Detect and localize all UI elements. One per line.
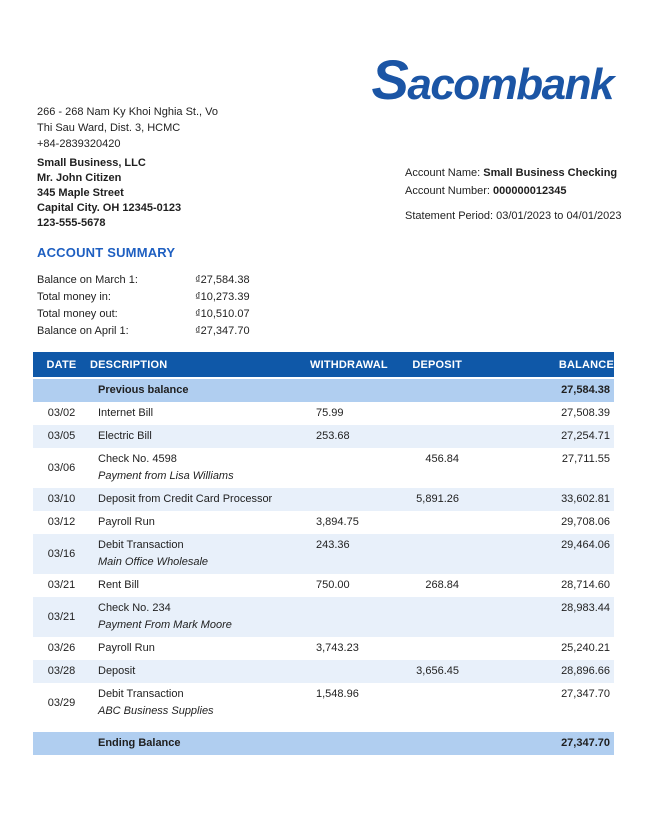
transactions-table: [33, 352, 614, 755]
summary-value: ₫10,273.39: [195, 291, 250, 303]
table-header-row: [33, 352, 614, 378]
txn-withdrawal: 75.99: [316, 407, 344, 419]
txn-description-note: Payment From Mark Moore: [98, 619, 232, 631]
account-number-value: 000000012345: [493, 185, 567, 197]
txn-description: [90, 660, 310, 683]
table-spacer: [33, 723, 614, 731]
txn-balance: 27,254.71: [462, 425, 614, 448]
customer-street: 345 Maple Street: [37, 187, 124, 199]
txn-balance: 25,240.21: [561, 642, 610, 654]
txn-withdrawal: 243.36: [310, 534, 395, 574]
txn-balance: 29,708.06: [561, 516, 610, 528]
txn-description: [90, 511, 310, 534]
previous-balance-value: 27,584.38: [462, 378, 614, 402]
account-number-label: Account Number:: [405, 185, 494, 197]
txn-row: [33, 683, 614, 723]
account-info: [405, 164, 622, 225]
header-date: DATE: [33, 352, 90, 378]
txn-description-main: Deposit: [98, 665, 136, 677]
txn-withdrawal: [310, 488, 395, 511]
txn-description: [90, 574, 310, 597]
summary-row: [37, 289, 250, 306]
txn-description-main: Internet Bill: [98, 407, 154, 419]
txn-row: [33, 402, 614, 425]
summary-row: [37, 306, 250, 323]
sacombank-logo: Sacombank: [371, 48, 613, 111]
header-withdrawal: WITHDRAWAL: [310, 352, 395, 378]
txn-row: [33, 534, 614, 574]
txn-description-note: Main Office Wholesale: [98, 556, 209, 568]
summary-value: ₫27,347.70: [195, 325, 250, 337]
txn-row: [33, 637, 614, 660]
bank-address-line: +84-2839320420: [37, 138, 121, 150]
txn-description: [90, 425, 310, 448]
txn-date: 03/28: [33, 660, 90, 683]
previous-balance-row: [33, 378, 614, 402]
txn-date: 03/06: [47, 461, 76, 474]
txn-withdrawal: 253.68: [310, 425, 395, 448]
txn-deposit: [395, 402, 462, 425]
txn-description: [90, 637, 310, 660]
bank-address: [37, 104, 218, 152]
txn-row: [33, 660, 614, 683]
txn-description-main: Payroll Run: [98, 642, 155, 654]
txn-description-main: Check No. 234: [98, 602, 171, 614]
txn-withdrawal: [310, 448, 395, 488]
txn-description-note: Payment from Lisa Williams: [98, 470, 234, 482]
header-balance: BALANCE: [462, 352, 614, 378]
txn-date: 03/26: [47, 642, 76, 654]
txn-deposit: [395, 425, 462, 448]
txn-description-note: ABC Business Supplies: [98, 705, 214, 717]
txn-deposit: [395, 597, 462, 637]
txn-description: [90, 534, 310, 574]
txn-balance: 27,347.70: [561, 688, 610, 700]
header-description: DESCRIPTION: [90, 352, 310, 378]
txn-row: [33, 448, 614, 488]
txn-description-main: Debit Transaction: [98, 539, 184, 551]
txn-balance: 28,714.60: [561, 579, 610, 591]
txn-balance: 29,464.06: [462, 534, 614, 574]
txn-withdrawal: [310, 660, 395, 683]
txn-date: 03/29: [47, 696, 76, 709]
txn-description: [90, 402, 310, 425]
summary-label: Balance on March 1:: [37, 274, 138, 286]
txn-deposit: 3,656.45: [395, 660, 462, 683]
txn-deposit: [395, 683, 462, 723]
account-name-label: Account Name:: [405, 167, 484, 179]
customer-address: [37, 156, 181, 231]
txn-deposit: [395, 511, 462, 534]
txn-withdrawal: 750.00: [316, 579, 350, 591]
bank-address-line: Thi Sau Ward, Dist. 3, HCMC: [37, 122, 181, 134]
txn-description-main: Deposit from Credit Card Processor: [98, 493, 273, 505]
txn-description-main: Rent Bill: [98, 579, 139, 591]
txn-description: [90, 488, 310, 511]
txn-date: 03/05: [33, 425, 90, 448]
txn-withdrawal: 3,894.75: [316, 516, 359, 528]
account-number-row: [405, 182, 622, 200]
summary-label: Total money out:: [37, 308, 118, 320]
txn-description-main: Check No. 4598: [98, 453, 177, 465]
txn-date: 03/21: [47, 579, 76, 591]
bank-address-line: 266 - 268 Nam Ky Khoi Nghia St., Vo: [37, 106, 218, 118]
summary-row: [37, 323, 250, 340]
summary-value: ₫27,584.38: [195, 274, 250, 286]
header-deposit: DEPOSIT: [395, 352, 462, 378]
txn-row: [33, 511, 614, 534]
txn-date: 03/21: [33, 597, 90, 637]
txn-deposit: 456.84: [425, 453, 459, 465]
txn-deposit: 5,891.26: [395, 488, 462, 511]
txn-date: 03/02: [47, 407, 76, 419]
txn-row: [33, 597, 614, 637]
summary-label: Balance on April 1:: [37, 325, 129, 337]
txn-deposit: [395, 534, 462, 574]
txn-withdrawal: 1,548.96: [316, 688, 359, 700]
account-summary-title: ACCOUNT SUMMARY: [37, 245, 176, 260]
txn-row: [33, 425, 614, 448]
txn-description-main: Payroll Run: [98, 516, 155, 528]
previous-balance-label: Previous balance: [90, 378, 310, 402]
txn-deposit: [395, 637, 462, 660]
txn-withdrawal: [310, 597, 395, 637]
customer-contact: Mr. John Citizen: [37, 172, 122, 184]
txn-row: [33, 488, 614, 511]
statement-period: Statement Period: 03/01/2023 to 04/01/2023: [405, 210, 622, 222]
txn-description: [90, 683, 310, 723]
txn-balance: 27,711.55: [561, 453, 610, 465]
txn-deposit: 268.84: [425, 579, 459, 591]
ending-balance-row: [33, 731, 614, 755]
txn-date: 03/16: [33, 534, 90, 574]
txn-balance: 27,508.39: [561, 407, 610, 419]
txn-date: 03/10: [33, 488, 90, 511]
ending-balance-value: 27,347.70: [462, 731, 614, 755]
account-name-value: Small Business Checking: [483, 167, 618, 179]
txn-description-main: Electric Bill: [98, 430, 152, 442]
customer-name: Small Business, LLC: [37, 157, 146, 169]
summary-label: Total money in:: [37, 291, 111, 303]
txn-description: [90, 597, 310, 637]
txn-balance: 28,983.44: [462, 597, 614, 637]
customer-phone: 123-555-5678: [37, 217, 106, 229]
customer-city: Capital City. OH 12345-0123: [37, 202, 182, 214]
txn-balance: 33,602.81: [462, 488, 614, 511]
txn-description: [90, 448, 310, 488]
account-summary: [37, 272, 250, 340]
txn-description-main: Debit Transaction: [98, 688, 184, 700]
account-name-row: [405, 164, 622, 182]
txn-withdrawal: 3,743.23: [316, 642, 359, 654]
ending-balance-label: Ending Balance: [90, 731, 310, 755]
txn-date: 03/12: [47, 516, 76, 528]
summary-value: ₫10,510.07: [195, 308, 250, 320]
txn-balance: 28,896.66: [462, 660, 614, 683]
summary-row: [37, 272, 250, 289]
txn-row: [33, 574, 614, 597]
